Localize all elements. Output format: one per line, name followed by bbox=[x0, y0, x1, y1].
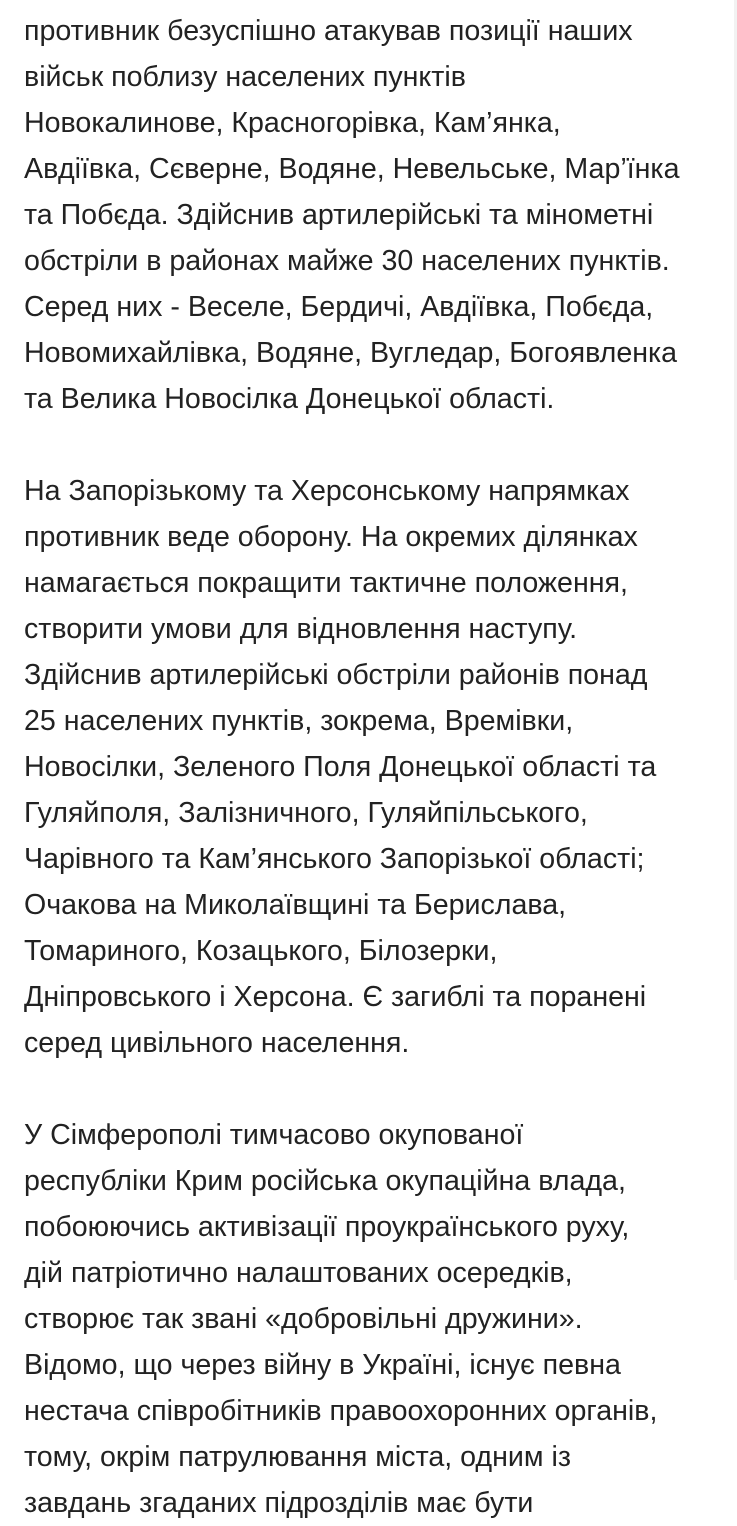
text-line: Новосілки, Зеленого Поля Донецької області та bbox=[24, 751, 657, 783]
text-line: противник безуспішно атакував позиції наших bbox=[24, 15, 633, 47]
text-line: У Сімферополі тимчасово окупованої bbox=[24, 1119, 524, 1151]
text-line: нестача співробітників правоохоронних органів, bbox=[24, 1395, 658, 1427]
paragraph-3 bbox=[24, 1112, 724, 1526]
text-line: Дніпровського і Херсона. Є загиблі та поранені bbox=[24, 981, 647, 1013]
text-line: та Побєда. Здійснив артилерійські та мінометні bbox=[24, 199, 654, 231]
text-line: Новокалинове, Красногорівка, Кам’янка, bbox=[24, 107, 561, 139]
article-body bbox=[24, 8, 724, 1526]
text-line: завдань згаданих підрозділів має бути bbox=[24, 1487, 534, 1519]
text-line: військ поблизу населених пунктів bbox=[24, 61, 466, 93]
text-line: 25 населених пунктів, зокрема, Времівки, bbox=[24, 705, 574, 737]
text-line: Гуляйполя, Залізничного, Гуляйпільського, bbox=[24, 797, 588, 829]
text-line: Томариного, Козацького, Білозерки, bbox=[24, 935, 498, 967]
text-line: намагається покращити тактичне положення, bbox=[24, 567, 628, 599]
text-line: Серед них - Веселе, Бердичі, Авдіївка, Побєда, bbox=[24, 291, 654, 323]
text-line: Очакова на Миколаївщині та Берислава, bbox=[24, 889, 567, 921]
text-line: обстріли в районах майже 30 населених пунктів. bbox=[24, 245, 670, 277]
text-line: противник веде оборону. На окремих ділянках bbox=[24, 521, 638, 553]
text-line: На Запорізькому та Херсонському напрямках bbox=[24, 475, 630, 507]
text-line: республіки Крим російська окупаційна влада, bbox=[24, 1165, 626, 1197]
text-line: Здійснив артилерійські обстріли районів понад bbox=[24, 659, 648, 691]
text-line: Авдіївка, Сєверне, Водяне, Невельське, Мар’їнка bbox=[24, 153, 680, 185]
text-line: Чарівного та Кам’янського Запорізької області; bbox=[24, 843, 645, 875]
text-line: Новомихайлівка, Водяне, Вугледар, Богоявленка bbox=[24, 337, 678, 369]
text-line: створює так звані «добровільні дружини». bbox=[24, 1303, 583, 1335]
text-line: Відомо, що через війну в Україні, існує певна bbox=[24, 1349, 621, 1381]
paragraph-1 bbox=[24, 8, 724, 422]
text-line: створити умови для відновлення наступу. bbox=[24, 613, 578, 645]
text-line: тому, окрім патрулювання міста, одним із bbox=[24, 1441, 571, 1473]
text-line: побоюючись активізації проукраїнського руху, bbox=[24, 1211, 630, 1243]
paragraph-2 bbox=[24, 468, 724, 1066]
text-line: дій патріотично налаштованих осередків, bbox=[24, 1257, 573, 1289]
text-line: та Велика Новосілка Донецької області. bbox=[24, 383, 555, 415]
text-line: серед цивільного населення. bbox=[24, 1027, 410, 1059]
